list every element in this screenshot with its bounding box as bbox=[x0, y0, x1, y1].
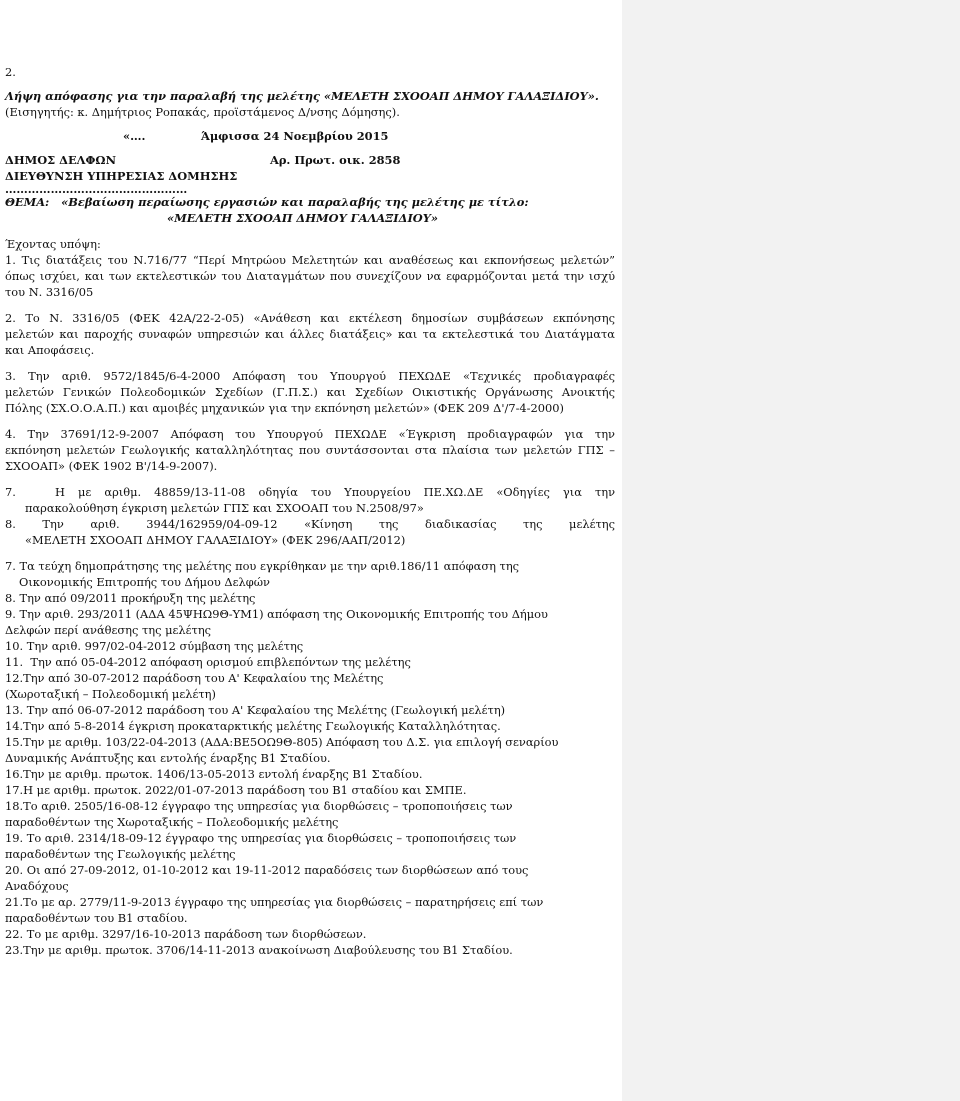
paragraph-line: 18.Το αριθ. 2505/16-08-12 έγγραφο της υπηρεσίας για διορθώσεις – τροποποιήσεις των bbox=[5, 799, 513, 813]
paragraph-7b bbox=[5, 558, 615, 590]
paragraph-line: 20. Οι από 27-09-2012, 01-10-2012 και 19-11-2012 παραδόσεις των διορθώσεων από τους bbox=[5, 863, 529, 877]
paragraph-23: 23.Την με αριθμ. πρωτοκ. 3706/14-11-2013 ανακοίνωση Διαβούλευσης του Β1 Σταδίου. bbox=[5, 943, 513, 957]
paragraph-18 bbox=[5, 798, 615, 830]
protocol-number: Αρ. Πρωτ. οικ. 2858 bbox=[270, 153, 401, 167]
paragraph-line: (Χωροταξική – Πολεοδομική μελέτη) bbox=[5, 687, 216, 701]
paragraph-20 bbox=[5, 862, 615, 894]
dots-separator: ………………………………………… bbox=[5, 182, 188, 196]
paragraph-line: Δυναμικής Ανάπτυξης και εντολής έναρξης Β1 Σταδίου. bbox=[5, 751, 331, 765]
paragraph-line: 8. Την αριθ. 3944/162959/04-09-12 «Κίνηση της διαδικασίας της μελέτης bbox=[5, 517, 615, 531]
paragraph-line: 15.Την με αριθμ. 103/22-04-2013 (ΑΔΑ:ΒΕ5ΟΩ9Θ-805) Απόφαση του Δ.Σ. για επιλογή σεναρίου bbox=[5, 735, 559, 749]
paragraph-line: παραδοθέντων της Χωροταξικής – Πολεοδομικής μελέτης bbox=[5, 815, 339, 829]
paragraph-4 bbox=[5, 426, 615, 474]
paragraph-line: παραδοθέντων του Β1 σταδίου. bbox=[5, 911, 188, 925]
paragraph-line: παραδοθέντων της Γεωλογικής μελέτης bbox=[5, 847, 236, 861]
considering-heading: Έχοντας υπόψη: bbox=[5, 237, 101, 251]
paragraph-8a bbox=[5, 516, 615, 548]
paragraph-15 bbox=[5, 734, 615, 766]
paragraph-line: Οικονομικής Επιτροπής του Δήμου Δελφών bbox=[19, 575, 270, 589]
paragraph-22: 22. Το με αριθμ. 3297/16-10-2013 παράδοση των διορθώσεων. bbox=[5, 927, 367, 941]
paragraph-line: 7. Η με αριθμ. 48859/13-11-08 οδηγία του Υπουργείου ΠΕ.ΧΩ.ΔΕ «Οδηγίες για την bbox=[5, 485, 615, 499]
directorate: ΔΙΕΥΘΥΝΣΗ ΥΠΗΡΕΣΙΑΣ ΔΟΜΗΣΗΣ bbox=[5, 169, 238, 183]
paragraph-7a bbox=[5, 484, 615, 516]
header-row bbox=[5, 152, 615, 168]
paragraph-13: 13. Την από 06-07-2012 παράδοση του Α' Κεφαλαίου της Μελέτης (Γεωλογική μελέτη) bbox=[5, 703, 506, 717]
paragraph-line: Αναδόχους bbox=[5, 879, 69, 893]
document-body bbox=[5, 64, 615, 958]
paragraph-16: 16.Την με αριθμ. πρωτοκ. 1406/13-05-2013 εντολή έναρξης Β1 Σταδίου. bbox=[5, 767, 423, 781]
municipality: ΔΗΜΟΣ ΔΕΛΦΩΝ bbox=[5, 153, 116, 167]
paragraph-line: παρακολούθηση έγκριση μελετών ΓΠΣ και ΣΧΟΟΑΠ του Ν.2508/97» bbox=[25, 501, 424, 515]
paragraph-12 bbox=[5, 670, 615, 702]
paragraph-line: 12.Την από 30-07-2012 παράδοση του Α' Κεφαλαίου της Μελέτης bbox=[5, 671, 384, 685]
paragraph-line: Δελφών περί ανάθεσης της μελέτης bbox=[5, 623, 212, 637]
paragraph-line: μελετών Γενικών Πολεοδομικών Σχεδίων (Γ.Π.Σ.) και Σχεδίων Οικιστικής Οργάνωσης Ανοικτής bbox=[5, 385, 615, 399]
paragraph-line: 3. Την αριθ. 9572/1845/6-4-2000 Απόφαση του Υπουργού ΠΕΧΩΔΕ «Τεχνικές προδιαγραφές bbox=[5, 369, 615, 383]
paragraph-14: 14.Την από 5-8-2014 έγκριση προκαταρκτικής μελέτης Γεωλογικής Καταλληλότητας. bbox=[5, 719, 501, 733]
paragraph-line: 4. Την 37691/12-9-2007 Απόφαση του Υπουργού ΠΕΧΩΔΕ «Έγκριση προδιαγραφών για την bbox=[5, 427, 615, 441]
paragraph-line: και Αποφάσεις. bbox=[5, 343, 95, 357]
paragraph-line: 21.Το με αρ. 2779/11-9-2013 έγγραφο της υπηρεσίας για διορθώσεις – παρατηρήσεις επί των bbox=[5, 895, 544, 909]
paragraph-19 bbox=[5, 830, 615, 862]
paragraph-1 bbox=[5, 252, 615, 300]
paragraph-line: μελετών και παροχής συναφών υπηρεσιών και άλλες διατάξεις» και τα εκτελεστικά του Διατάγματα bbox=[5, 327, 615, 341]
paragraph-line: 7. Τα τεύχη δημοπράτησης της μελέτης που εγκρίθηκαν με την αριθ.186/11 απόφαση της bbox=[5, 559, 520, 573]
paragraph-8b: 8. Την από 09/2011 προκήρυξη της μελέτης bbox=[5, 591, 256, 605]
paragraph-2 bbox=[5, 310, 615, 358]
paragraph-line: «ΜΕΛΕΤΗ ΣΧΟΟΑΠ ΔΗΜΟΥ ΓΑΛΑΞΙΔΙΟΥ» (ΦΕΚ 296/ΑΑΠ/2012) bbox=[25, 533, 406, 547]
paragraph-10: 10. Την αριθ. 997/02-04-2012 σύμβαση της μελέτης bbox=[5, 639, 304, 653]
paragraph-3 bbox=[5, 368, 615, 416]
date-line: «…. Άμφισσα 24 Νοεμβρίου 2015 bbox=[123, 129, 389, 143]
paragraph-line: 1. Τις διατάξεις του Ν.716/77 “Περί Μητρώου Μελετητών και αναθέσεως και εκπονήσεως μελετών” bbox=[5, 253, 615, 267]
item-number: 2. bbox=[5, 65, 16, 79]
paragraph-21 bbox=[5, 894, 615, 926]
paragraph-11: 11. Την από 05-04-2012 απόφαση ορισμού επιβλεπόντων της μελέτης bbox=[5, 655, 411, 669]
paragraph-line: 2. Το Ν. 3316/05 (ΦΕΚ 42Α/22-2-05) «Ανάθεση και εκτέλεση δημοσίων συμβάσεων εκπόνησης bbox=[5, 311, 615, 325]
paragraph-line: Πόλης (ΣΧ.Ο.Ο.Α.Π.) και αμοιβές μηχανικών για την εκπόνηση μελετών» (ΦΕΚ 209 Δ'/7-4-2000) bbox=[5, 401, 564, 415]
comment-margin-pane bbox=[622, 0, 960, 1101]
paragraph-9 bbox=[5, 606, 615, 638]
rapporteur: (Εισηγητής: κ. Δημήτριος Ροπακάς, προϊστάμενος Δ/νσης Δόμησης). bbox=[5, 105, 400, 119]
paragraph-line: 19. Το αριθ. 2314/18-09-12 έγγραφο της υπηρεσίας για διορθώσεις – τροποποιήσεις των bbox=[5, 831, 517, 845]
paragraph-line: του Ν. 3316/05 bbox=[5, 285, 94, 299]
paragraph-line: ΣΧΟΟΑΠ» (ΦΕΚ 1902 Β'/14-9-2007). bbox=[5, 459, 218, 473]
paragraph-line: εκπόνηση μελετών Γεωλογικής καταλληλότητας που συντάσσονται στα πλαίσια των μελετών ΓΠΣ – bbox=[5, 443, 615, 457]
paragraph-17: 17.Η με αριθμ. πρωτοκ. 2022/01-07-2013 παράδοση του Β1 σταδίου και ΣΜΠΕ. bbox=[5, 783, 467, 797]
subject-line-2: «ΜΕΛΕΤΗ ΣΧΟΟΑΠ ΔΗΜΟΥ ΓΑΛΑΞΙΔΙΟΥ» bbox=[167, 211, 438, 225]
decision-title: Λήψη απόφασης για την παραλαβή της μελέτης «ΜΕΛΕΤΗ ΣΧΟΟΑΠ ΔΗΜΟΥ ΓΑΛΑΞΙΔΙΟΥ». bbox=[5, 89, 599, 103]
paragraph-line: 9. Την αριθ. 293/2011 (ΑΔΑ 45ΨΗΩ9Θ-ΥΜ1) απόφαση της Οικονομικής Επιτροπής του Δήμου bbox=[5, 607, 548, 621]
subject-line-1: ΘΕΜΑ: «Βεβαίωση περαίωσης εργασιών και παραλαβής της μελέτης με τίτλο: bbox=[5, 195, 529, 209]
paragraph-line: όπως ισχύει, και των εκτελεστικών του Διαταγμάτων που συνεχίζουν να εφαρμόζονται μετά την ισχύ bbox=[5, 269, 615, 283]
